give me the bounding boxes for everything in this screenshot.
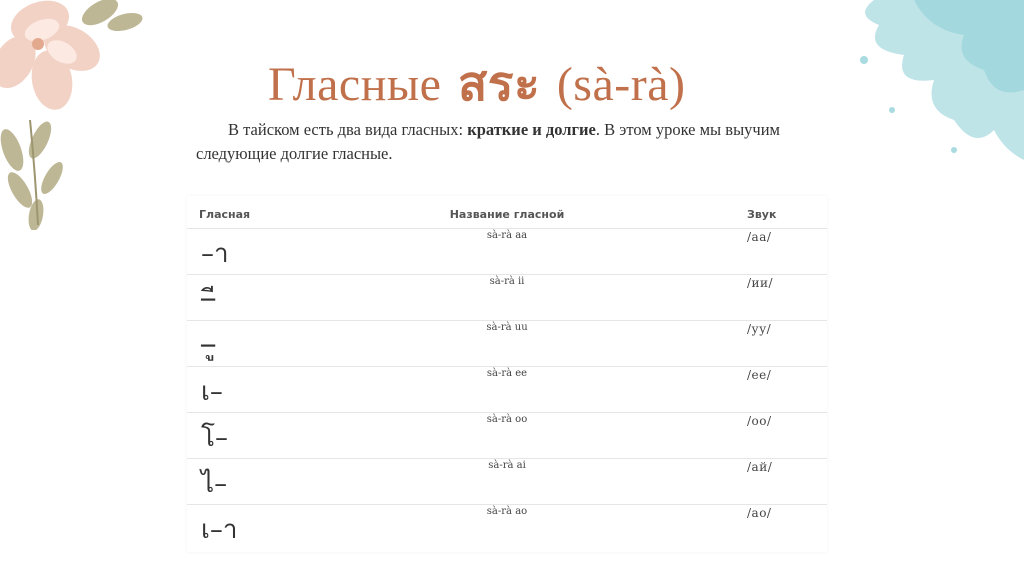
header-sound: Звук (747, 208, 777, 221)
sound-cell: /ии/ (747, 276, 774, 290)
name-cell: sà-rà ii (489, 276, 525, 287)
intro-text-2: . В этом уроке мы выучим следующие долгие гласные. (196, 120, 780, 163)
title-thai: สระ (457, 56, 541, 112)
sound-cell: /ао/ (747, 506, 772, 520)
watercolor-splash-decoration (834, 0, 1024, 170)
vowel-cell: –ู (201, 331, 216, 361)
sound-cell: /ай/ (747, 460, 773, 474)
vowel-cell: โ– (201, 423, 228, 453)
table-row (187, 228, 827, 275)
header-name: Название гласной (449, 208, 565, 221)
name-cell: sà-rà aa (486, 230, 528, 241)
vowel-cell: เ–า (201, 515, 238, 545)
table-row (187, 320, 827, 367)
header-vowel: Гласная (199, 208, 251, 221)
sound-cell: /аа/ (747, 230, 772, 244)
intro-paragraph (196, 118, 856, 166)
vowel-cell: –า (201, 239, 229, 269)
sound-cell: /оо/ (747, 414, 772, 428)
name-cell: sà-rà ao (486, 506, 528, 517)
intro-text-1: В тайском есть два вида гласных: (228, 120, 468, 139)
name-cell: sà-rà uu (486, 322, 528, 333)
title-prefix: Гласные (268, 58, 442, 111)
table-row (187, 366, 827, 413)
sound-cell: /ее/ (747, 368, 772, 382)
intro-bold: краткие и долгие (467, 120, 596, 139)
vowel-cell: ไ– (201, 469, 228, 499)
name-cell: sà-rà ai (488, 460, 526, 471)
name-cell: sà-rà oo (486, 414, 528, 425)
table-header (187, 196, 827, 228)
table-row (187, 458, 827, 505)
table-row (187, 274, 827, 321)
vowel-cell: –ี (201, 285, 216, 315)
sound-cell: /уу/ (747, 322, 772, 336)
flower-decoration (0, 0, 150, 230)
slide-title (268, 46, 686, 122)
name-cell: sà-rà ee (486, 368, 528, 379)
table-row (187, 412, 827, 459)
title-suffix: (sà-rà) (556, 58, 686, 111)
table-row (187, 504, 827, 551)
vowel-cell: เ– (201, 377, 223, 407)
vowel-table (187, 196, 827, 552)
